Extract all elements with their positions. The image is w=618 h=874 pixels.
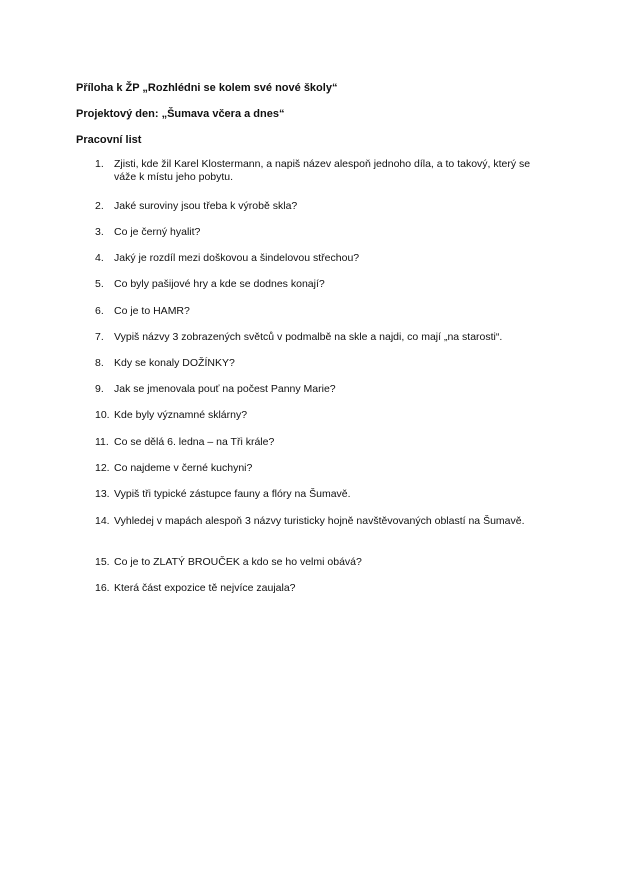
- question-text: Kde byly významné sklárny?: [114, 409, 248, 421]
- list-item: [95, 383, 555, 396]
- question-number: 6.: [95, 305, 104, 317]
- question-text: Kdy se konaly DOŽÍNKY?: [114, 357, 235, 369]
- list-item: [95, 278, 555, 291]
- list-item: [95, 556, 555, 569]
- question-number: 7.: [95, 331, 104, 343]
- worksheet-heading: Pracovní list: [76, 134, 142, 146]
- list-item: [95, 200, 555, 213]
- question-text: Jaký je rozdíl mezi doškovou a šindelovou střechou?: [114, 252, 360, 264]
- list-item: [95, 305, 555, 318]
- question-number: 8.: [95, 357, 104, 369]
- appendix-heading: Příloha k ŽP „Rozhlédni se kolem své nové školy“: [76, 82, 338, 94]
- question-number: 1.: [95, 158, 104, 170]
- question-number: 10.: [95, 409, 110, 421]
- list-item: [95, 409, 555, 422]
- question-number: 15.: [95, 556, 110, 568]
- question-number: 16.: [95, 582, 110, 594]
- question-number: 4.: [95, 252, 104, 264]
- question-number: 2.: [95, 200, 104, 212]
- list-item: [95, 462, 555, 475]
- question-text: Jak se jmenovala pouť na počest Panny Marie?: [114, 383, 336, 395]
- project-day-heading: Projektový den: „Šumava včera a dnes“: [76, 108, 285, 120]
- question-number: 5.: [95, 278, 104, 290]
- list-item: [95, 357, 555, 370]
- list-item: [95, 226, 555, 239]
- question-text: Jaké suroviny jsou třeba k výrobě skla?: [114, 200, 298, 212]
- question-text: Zjisti, kde žil Karel Klostermann, a napiš název alespoň jednoho díla, a to takový, který se váže k místu jeho pobytu.: [114, 158, 531, 183]
- list-item: [95, 158, 555, 184]
- question-number: 9.: [95, 383, 104, 395]
- question-text: Vypiš názvy 3 zobrazených světců v podmalbě na skle a najdi, co mají „na starosti“.: [114, 331, 503, 343]
- question-text: Co najdeme v černé kuchyni?: [114, 462, 253, 474]
- question-number: 11.: [95, 436, 109, 448]
- question-text: Co byly pašijové hry a kde se dodnes konají?: [114, 278, 325, 290]
- question-text: Co se dělá 6. ledna – na Tři krále?: [114, 436, 275, 448]
- list-item: [95, 331, 555, 344]
- question-text: Co je to ZLATÝ BROUČEK a kdo se ho velmi obává?: [114, 556, 362, 568]
- question-text: Co je to HAMR?: [114, 305, 190, 317]
- list-item: [95, 436, 555, 449]
- list-item: [95, 582, 555, 595]
- list-item: [95, 252, 555, 265]
- question-number: 14.: [95, 515, 110, 527]
- question-text: Která část expozice tě nejvíce zaujala?: [114, 582, 296, 594]
- question-text: Co je černý hyalit?: [114, 226, 201, 238]
- question-text: Vypiš tři typické zástupce fauny a flóry na Šumavě.: [114, 488, 351, 500]
- list-item: [95, 515, 555, 528]
- question-number: 12.: [95, 462, 110, 474]
- list-item: [95, 488, 555, 501]
- question-number: 3.: [95, 226, 104, 238]
- question-text: Vyhledej v mapách alespoň 3 názvy turisticky hojně navštěvovaných oblastí na Šumavě.: [114, 515, 525, 527]
- question-number: 13.: [95, 488, 110, 500]
